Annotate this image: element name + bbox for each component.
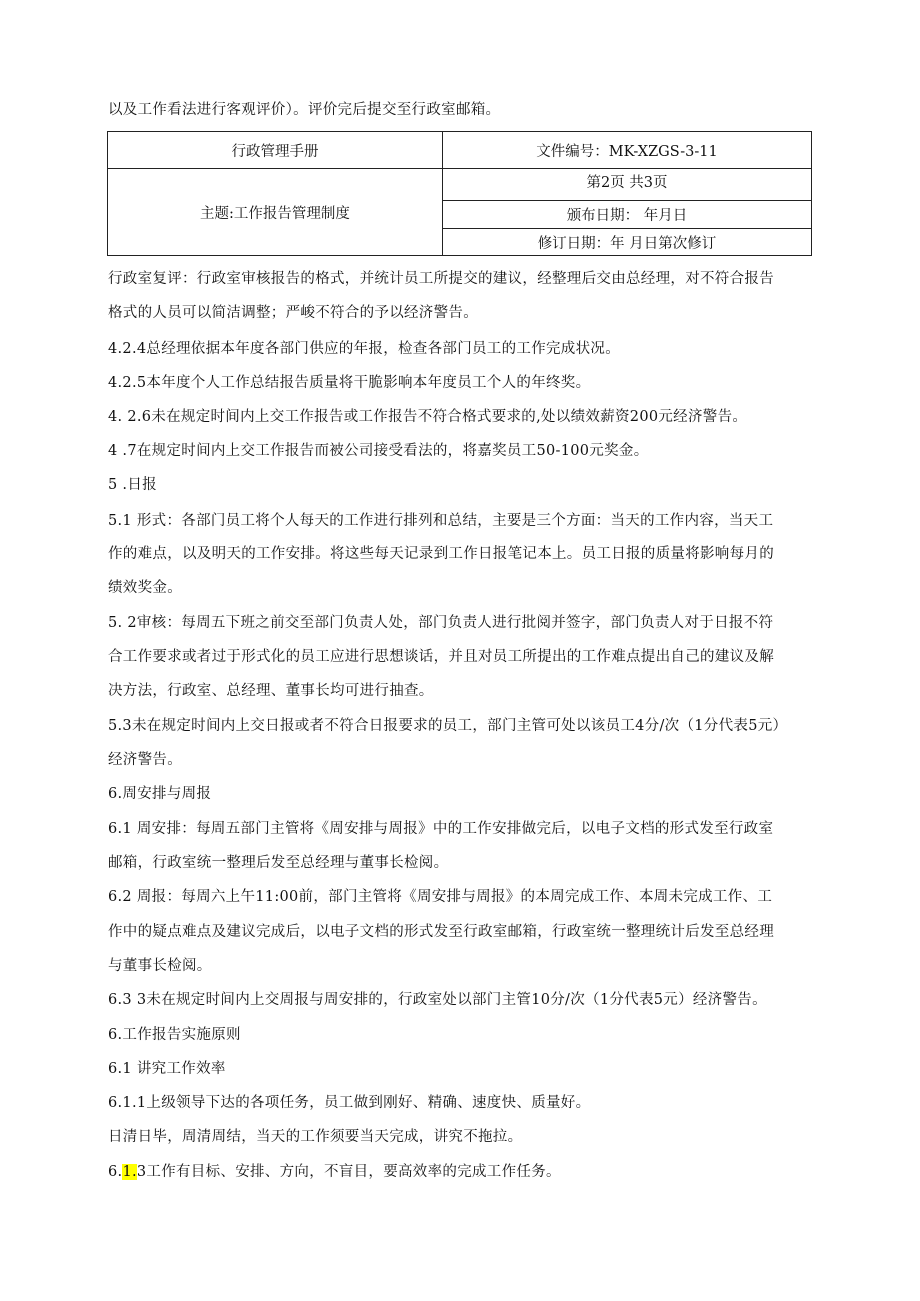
body-line xyxy=(108,1162,820,1182)
revision-date: 修订日期：年 月日第次修订 xyxy=(443,229,812,256)
intro-line: 以及工作看法进行客观评价）。评价完后提交至行政室邮箱。 xyxy=(108,102,501,118)
body-line: 6.1.1上级领导下达的各项任务，员工做到刚好、精确、速度快、质量好。 xyxy=(108,1095,591,1111)
header-table xyxy=(107,131,812,256)
body-line: 4.2.4总经理依据本年度各部门供应的年报，检查各部门员工的工作完成状况。 xyxy=(108,341,620,357)
body-line: 6.2 周报：每周六上午11:00前，部门主管将《周安排与周报》的本周完成工作、本周未完成工作、工 xyxy=(108,889,773,905)
line-prefix: 6. xyxy=(108,1164,123,1180)
body-line: 经济警告。 xyxy=(108,752,182,768)
section-heading: 5 .日报 xyxy=(108,477,157,493)
highlighted-text: 1. xyxy=(122,1164,137,1180)
doc-number: 文件编号：MK-XZGS-3-11 xyxy=(443,132,812,169)
body-line: 5. 2审核：每周五下班之前交至部门负责人处，部门负责人进行批阅并签字，部门负责人对于日报不符 xyxy=(108,615,774,631)
body-line: 决方法，行政室、总经理、董事长均可进行抽查。 xyxy=(108,683,434,699)
body-line: 作的难点，以及明天的工作安排。将这些每天记录到工作日报笔记本上。员工日报的质量将影响每月的 xyxy=(108,546,774,562)
manual-title: 行政管理手册 xyxy=(108,132,443,169)
body-line: 6.1 周安排：每周五部门主管将《周安排与周报》中的工作安排做完后，以电子文档的形式发至行政室 xyxy=(108,821,774,837)
body-line: 5.1 形式：各部门员工将个人每天的工作进行排列和总结，主要是三个方面：当天的工作内容，当天工 xyxy=(108,513,774,529)
body-line: 6.3 3未在规定时间内上交周报与周安排的，行政室处以部门主管10分/次（1分代表5元）经济警告。 xyxy=(108,992,767,1008)
page-info: 第2页 共3页 xyxy=(443,169,812,201)
body-line: 行政室复评：行政室审核报告的格式，并统计员工所提交的建议，经整理后交由总经理，对不符合报告 xyxy=(108,271,774,287)
subject: 主题:工作报告管理制度 xyxy=(108,169,443,256)
section-heading: 6.工作报告实施原则 xyxy=(108,1027,241,1043)
body-line: 4.2.5本年度个人工作总结报告质量将干脆影响本年度员工个人的年终奖。 xyxy=(108,375,591,391)
line-rest: 3工作有目标、安排、方向，不盲目，要高效率的完成工作任务。 xyxy=(136,1164,561,1180)
body-line: 5.3未在规定时间内上交日报或者不符合日报要求的员工，部门主管可处以该员工4分/次（1分代表5元） xyxy=(108,718,788,734)
section-heading: 6.周安排与周报 xyxy=(108,786,212,802)
body-line: 绩效奖金。 xyxy=(108,580,182,596)
body-line: 4 .7在规定时间内上交工作报告而被公司接受看法的，将嘉奖员工50-100元奖金。 xyxy=(108,443,649,459)
body-line: 4. 2.6未在规定时间内上交工作报告或工作报告不符合格式要求的,处以绩效薪资200元经济警告。 xyxy=(108,409,748,425)
body-line: 日清日毕，周清周结，当天的工作须要当天完成，讲究不拖拉。 xyxy=(108,1129,523,1145)
body-line: 作中的疑点难点及建议完成后，以电子文档的形式发至行政室邮箱，行政室统一整理统计后发至总经理 xyxy=(108,924,774,940)
body-line: 邮箱，行政室统一整理后发至总经理与董事长检阅。 xyxy=(108,855,449,871)
body-line: 合工作要求或者过于形式化的员工应进行思想谈话，并且对员工所提出的工作难点提出自己的建议及解 xyxy=(108,649,774,665)
subsection-heading: 6.1 讲究工作效率 xyxy=(108,1061,226,1077)
body-line: 格式的人员可以简洁调整；严峻不符合的予以经济警告。 xyxy=(108,305,478,321)
issue-date: 颁布日期： 年月日 xyxy=(443,201,812,229)
body-line: 与董事长检阅。 xyxy=(108,958,212,974)
